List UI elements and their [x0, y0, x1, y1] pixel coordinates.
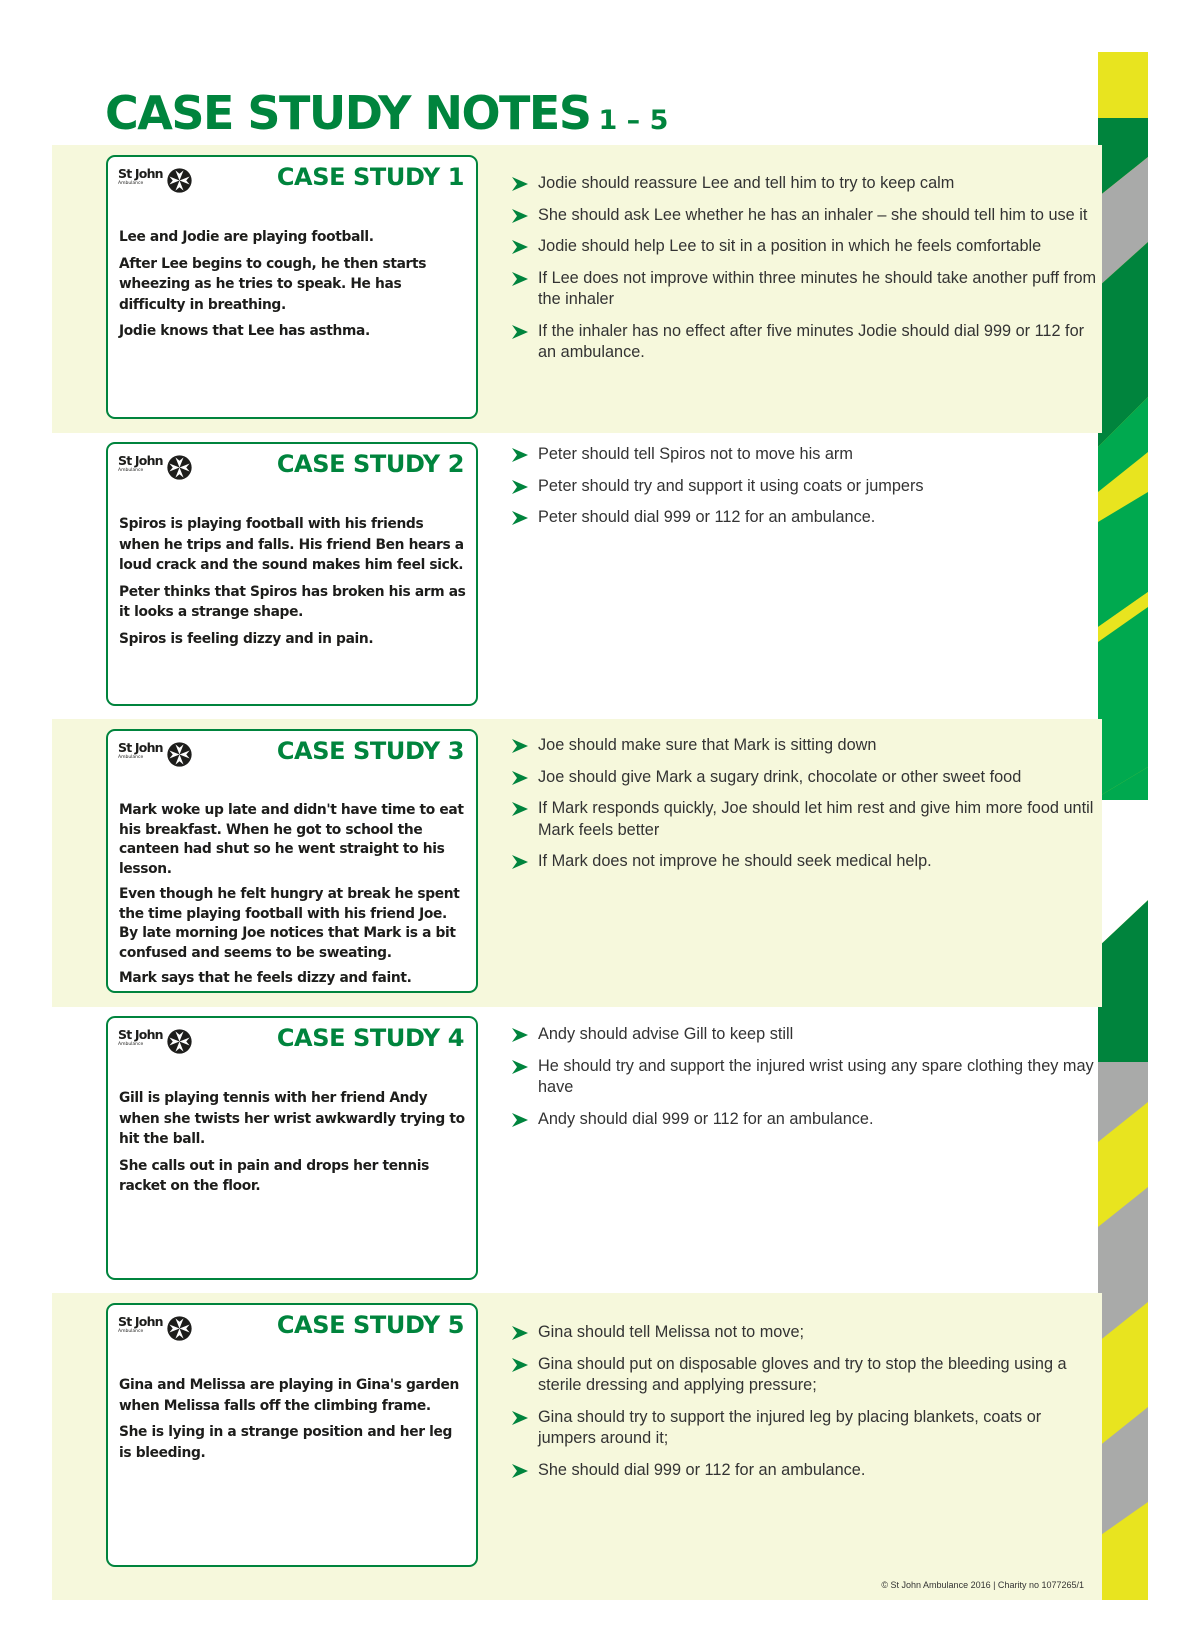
logo-sub: Ambulance: [118, 468, 144, 473]
scenario-paragraph: Gill is playing tennis with her friend Andy when she twists her wrist awkwardly trying to hit the ball.: [119, 1090, 465, 1147]
page-title-range: 1 – 5: [598, 105, 669, 136]
logo-sub: Ambulance: [118, 1329, 144, 1334]
case-study-title: CASE STUDY 1: [276, 163, 464, 191]
st-john-logo: [118, 1028, 198, 1058]
arrow-bullet-icon: [512, 448, 528, 462]
arrow-bullet-icon: [512, 1028, 528, 1042]
arrow-bullet-icon: [512, 802, 528, 816]
note-text: She should dial 999 or 112 for an ambulance.: [538, 1460, 866, 1479]
arrow-bullet-icon: [512, 177, 528, 191]
note-item: [510, 1354, 1100, 1397]
case-study-title: CASE STUDY 5: [276, 1311, 464, 1339]
st-john-logo: [118, 167, 198, 197]
logo-name: St John: [118, 453, 163, 468]
maltese-cross-icon: [166, 741, 193, 768]
note-item: [510, 1056, 1100, 1099]
arrow-bullet-icon: [512, 771, 528, 785]
note-text: Jodie should reassure Lee and tell him to try to keep calm: [538, 174, 955, 192]
logo-name: St John: [118, 166, 163, 181]
arrow-bullet-icon: [512, 511, 528, 525]
case-study-scenario: [119, 801, 466, 995]
copyright-footer: © St John Ambulance 2016 | Charity no 1077265/1: [881, 1580, 1084, 1590]
note-text: Jodie should help Lee to sit in a position in which he feels comfortable: [538, 237, 1042, 255]
arrow-bullet-icon: [512, 855, 528, 869]
note-item: [510, 1024, 1100, 1046]
note-text: She should ask Lee whether he has an inhaler – she should tell him to use it: [538, 205, 1088, 224]
note-text: Gina should put on disposable gloves and try to stop the bleeding using a sterile dressing and applying pressure;: [538, 1354, 1067, 1394]
st-john-logo: [118, 1315, 198, 1345]
note-item: [510, 767, 1100, 789]
case-study-title: CASE STUDY 2: [276, 450, 464, 478]
note-item: [510, 1460, 1100, 1482]
st-john-logo: [118, 741, 198, 771]
scenario-paragraph: She calls out in pain and drops her tennis racket on the floor.: [119, 1157, 429, 1194]
note-text: Andy should advise Gill to keep still: [538, 1025, 794, 1043]
note-item: [510, 236, 1100, 258]
case-study-4-section: [52, 1006, 1102, 1294]
case-study-1-section: [52, 145, 1102, 433]
logo-name: St John: [118, 1027, 163, 1042]
scenario-paragraph: She is lying in a strange position and her leg is bleeding.: [119, 1424, 453, 1461]
case-study-card: [106, 1303, 478, 1567]
note-text: Peter should try and support it using coats or jumpers: [538, 476, 924, 495]
scenario-paragraph: Mark says that he feels dizzy and faint.: [119, 970, 412, 986]
note-text: If Mark responds quickly, Joe should let him rest and give him more food until Mark feels better: [538, 799, 1094, 839]
arrow-bullet-icon: [512, 1464, 528, 1478]
case-study-notes: [510, 173, 1100, 374]
logo-sub: Ambulance: [118, 755, 144, 760]
scenario-paragraph: Spiros is playing football with his friends when he trips and falls. His friend Ben hears a loud crack and the sound makes him feel sick.: [119, 516, 464, 573]
case-study-notes: [510, 735, 1100, 883]
note-item: [510, 1407, 1100, 1450]
note-item: [510, 444, 1100, 466]
page-title: [105, 86, 668, 140]
st-john-logo: [118, 454, 198, 484]
note-item: [510, 798, 1100, 841]
scenario-paragraph: Lee and Jodie are playing football.: [119, 229, 374, 245]
case-study-title: CASE STUDY 4: [276, 1024, 464, 1052]
scenario-paragraph: Spiros is feeling dizzy and in pain.: [119, 630, 374, 647]
note-item: [510, 321, 1100, 364]
note-text: If Mark does not improve he should seek medical help.: [538, 852, 932, 870]
scenario-paragraph: Peter thinks that Spiros has broken his arm as it looks a strange shape.: [119, 583, 466, 620]
case-study-notes: [510, 444, 1100, 539]
case-study-card: [106, 442, 478, 706]
case-study-scenario: [119, 227, 466, 348]
logo-name: St John: [118, 1314, 163, 1329]
case-study-3-section: [52, 719, 1102, 1007]
case-study-card: [106, 729, 478, 993]
maltese-cross-icon: [166, 454, 193, 481]
arrow-bullet-icon: [512, 480, 528, 494]
note-item: [510, 1109, 1100, 1131]
arrow-bullet-icon: [512, 1358, 528, 1372]
case-study-scenario: [119, 1088, 466, 1203]
case-study-notes: [510, 1024, 1100, 1140]
scenario-paragraph: Mark woke up late and didn't have time to eat his breakfast. When he got to school the canteen had shut so he went straight to his lesson.: [119, 802, 464, 877]
arrow-bullet-icon: [512, 1060, 528, 1074]
arrow-bullet-icon: [512, 1411, 528, 1425]
note-text: Gina should try to support the injured leg by placing blankets, coats or jumpers around it;: [538, 1407, 1042, 1447]
maltese-cross-icon: [166, 167, 193, 194]
case-study-scenario: [119, 1375, 466, 1469]
decorative-stripe: [1098, 52, 1148, 1600]
note-item: [510, 507, 1100, 529]
arrow-bullet-icon: [512, 209, 528, 223]
note-item: [510, 205, 1100, 227]
note-item: [510, 173, 1100, 195]
note-text: Andy should dial 999 or 112 for an ambulance.: [538, 1109, 874, 1128]
note-text: Joe should make sure that Mark is sitting down: [538, 736, 877, 754]
note-text: If the inhaler has no effect after five minutes Jodie should dial 999 or 112 for an ambulance.: [538, 321, 1085, 361]
logo-name: St John: [118, 740, 163, 755]
note-text: He should try and support the injured wrist using any spare clothing they may have: [538, 1056, 1094, 1096]
maltese-cross-icon: [166, 1315, 193, 1342]
case-study-scenario: [119, 514, 466, 655]
scenario-paragraph: Jodie knows that Lee has asthma.: [119, 323, 370, 339]
arrow-bullet-icon: [512, 240, 528, 254]
note-item: [510, 476, 1100, 498]
note-text: Gina should tell Melissa not to move;: [538, 1323, 805, 1341]
note-item: [510, 735, 1100, 757]
arrow-bullet-icon: [512, 1113, 528, 1127]
case-study-notes: [510, 1322, 1100, 1491]
arrow-bullet-icon: [512, 325, 528, 339]
note-item: [510, 851, 1100, 873]
maltese-cross-icon: [166, 1028, 193, 1055]
note-item: [510, 268, 1100, 311]
note-item: [510, 1322, 1100, 1344]
arrow-bullet-icon: [512, 739, 528, 753]
scenario-paragraph: After Lee begins to cough, he then starts wheezing as he tries to speak. He has difficulty in breathing.: [119, 255, 427, 313]
note-text: Peter should dial 999 or 112 for an ambulance.: [538, 508, 876, 526]
case-study-2-section: [52, 432, 1102, 720]
case-study-card: [106, 155, 478, 419]
arrow-bullet-icon: [512, 272, 528, 286]
logo-sub: Ambulance: [118, 181, 144, 186]
note-text: Joe should give Mark a sugary drink, chocolate or other sweet food: [538, 767, 1022, 786]
arrow-bullet-icon: [512, 1326, 528, 1340]
logo-sub: Ambulance: [118, 1042, 144, 1047]
case-study-5-section: [52, 1293, 1102, 1600]
scenario-paragraph: Even though he felt hungry at break he spent the time playing football with his friend Joe. By late morning Joe notices that Mark is a bit confused and seems to be sweating.: [119, 886, 460, 961]
page-title-text: CASE STUDY NOTES: [105, 86, 591, 140]
case-study-card: [106, 1016, 478, 1280]
note-text: Peter should tell Spiros not to move his arm: [538, 445, 853, 463]
note-text: If Lee does not improve within three minutes he should take another puff from the inhaler: [538, 268, 1097, 308]
case-study-title: CASE STUDY 3: [276, 737, 464, 765]
scenario-paragraph: Gina and Melissa are playing in Gina's garden when Melissa falls off the climbing frame.: [119, 1377, 459, 1414]
